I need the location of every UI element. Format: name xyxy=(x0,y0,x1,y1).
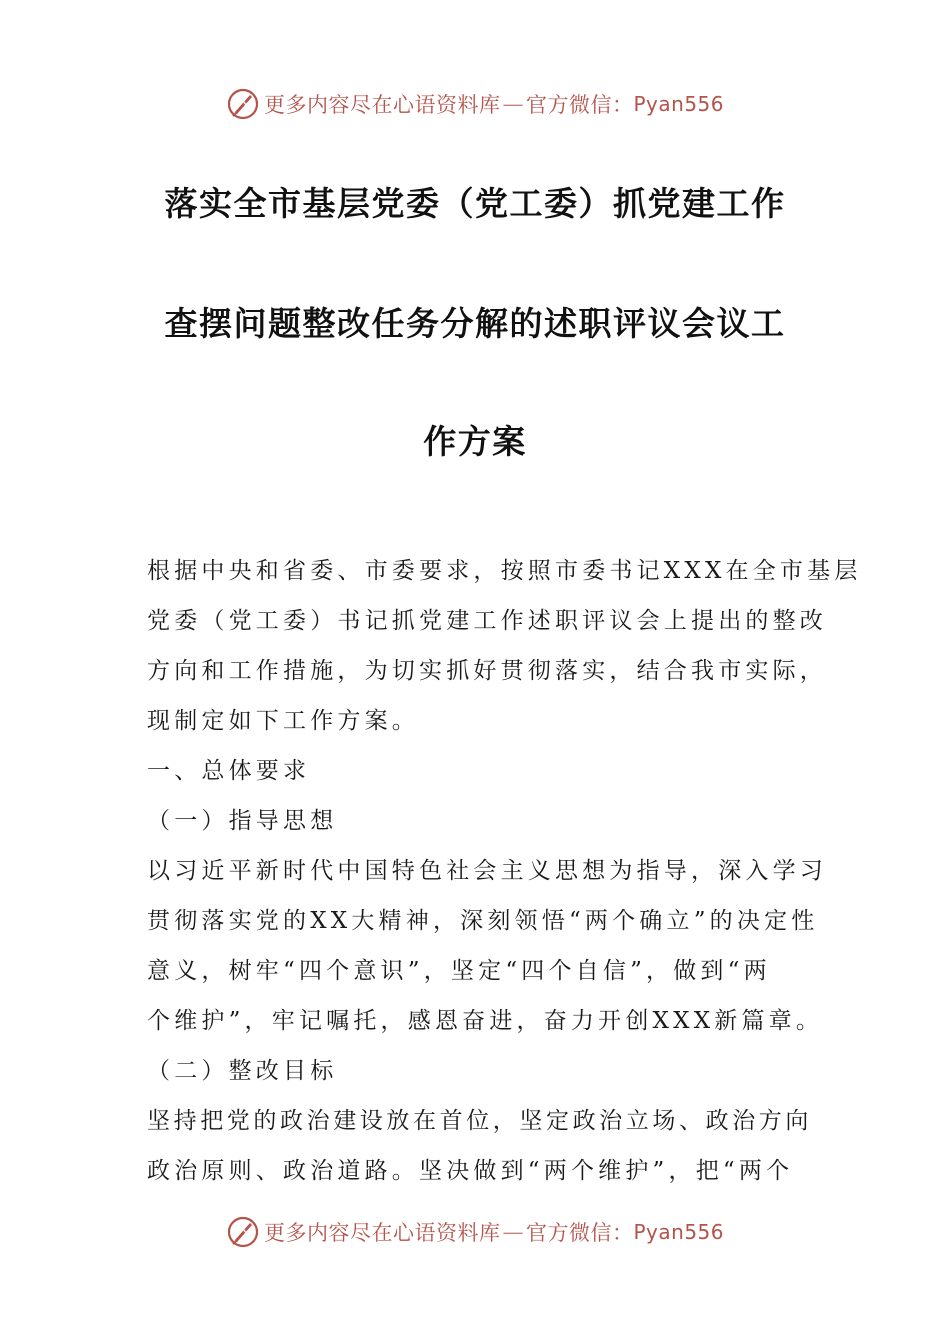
watermark-text: 更多内容尽在心语资料库 xyxy=(263,1221,501,1245)
body-line: 以习近平新时代中国特色社会主义思想为指导，深入学习 xyxy=(147,858,827,884)
body-line: 意义，树牢“四个意识”，坚定“四个自信”，做到“两 xyxy=(147,958,771,984)
body-line: 坚持把党的政治建设放在首位，坚定政治立场、政治方向 xyxy=(147,1108,812,1134)
watermark-header xyxy=(0,84,950,124)
body-line: 个维护”，牢记嘱托，感恩奋进，奋力开创XXX新篇章。 xyxy=(147,1008,824,1034)
watermark-wechat-id: Pyan556 xyxy=(633,1220,724,1244)
section-heading: 一、总体要求 xyxy=(147,758,311,784)
body-line: 贯彻落实党的XX大精神，深刻领悟“两个确立”的决定性 xyxy=(147,908,819,934)
document-title-line-1: 落实全市基层党委（党工委）抓党建工作 xyxy=(164,184,786,223)
document-title-line-2: 查摆问题整改任务分解的述职评议会议工 xyxy=(164,304,786,343)
body-line: 根据中央和省委、市委要求，按照市委书记XXX在全市基层 xyxy=(147,558,862,584)
quill-logo-icon xyxy=(226,87,260,121)
watermark-wechat-label: 官方微信： xyxy=(525,1221,634,1245)
watermark-footer xyxy=(0,1212,950,1252)
body-line: 现制定如下工作方案。 xyxy=(147,708,419,734)
body-line: 政治原则、政治道路。坚决做到“两个维护”，把“两个 xyxy=(147,1158,794,1184)
watermark-wechat-id: Pyan556 xyxy=(633,92,724,116)
watermark-dash: — xyxy=(502,92,524,116)
body-line: 党委（党工委）书记抓党建工作述职评议会上提出的整改 xyxy=(147,608,827,634)
quill-logo-icon xyxy=(226,1215,260,1249)
document-title-line-3: 作方案 xyxy=(423,422,527,461)
watermark-text: 更多内容尽在心语资料库 xyxy=(263,93,501,117)
watermark-wechat-label: 官方微信： xyxy=(525,93,634,117)
body-line: 方向和工作措施，为切实抓好贯彻落实，结合我市实际， xyxy=(147,658,827,684)
subsection-heading: （二）整改目标 xyxy=(147,1058,338,1084)
subsection-heading: （一）指导思想 xyxy=(147,808,338,834)
watermark-dash: — xyxy=(502,1220,524,1244)
